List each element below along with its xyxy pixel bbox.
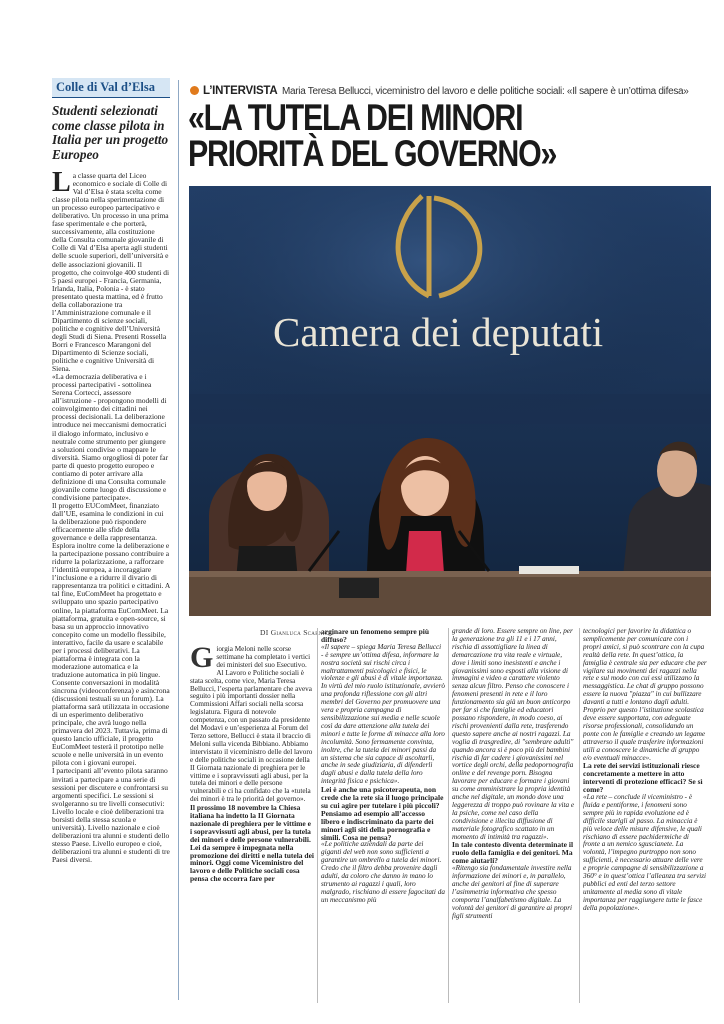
photo-table bbox=[189, 571, 711, 616]
article-answer: «Il sapere – spiega Maria Teresa Bellucci - è sempre un’ottima difesa, informare la nostra società sui rischi circa i maltrattamenti psicologici e fisici, le violenze e gli abusi è di vitale importanza. In virtù del mio ruolo istituzionale, avvierò una profonda riflessione con gli altri membri del Governo per promuovere una vera e propria campagna di sensibilizzazione sui media e nelle scuole così da dare attenzione alla tutela dei minori e tutte le forme di minacce alla loro incolumità. Sono fermamente convinta, inoltre, che la tutela dei minori passi da un sistema che sia capace di ascoltarli, anche in sede giudiziaria, di difenderli dagli abusi e dalla tutela della loro integrità fisica e psichica». bbox=[321, 642, 445, 786]
article-column-4 bbox=[583, 628, 707, 1003]
photo-wall-text: Camera dei deputati bbox=[273, 309, 604, 355]
article-column-3 bbox=[452, 628, 576, 1003]
byline-prefix: DI bbox=[260, 628, 269, 637]
sidebar-paragraph: La classe quarta del Liceo economico e sociale di Colle di Val d’Elsa è stata scelta come classe pilota nella sperimentazione di un processo europeo partecipativo e deliberativo. Un processo in una prima fase sperimentale e che porterà, successivamente, alla costituzione della Consulta comunale giovanile di Colle di Val d’Elsa aperta agli studenti delle scuole superiori, dell’università e delle associazioni giovanili. Il progetto, che coinvolge 400 studenti di 5 paesi europei - Francia, Germania, Irlanda, Italia, Polonia - è stato presentato questa mattina, ed è frutto della collaborazione tra l’Amministrazione comunale e il Dipartimento di scienze sociali, politiche e cognitive dell’Università degli Studi di Siena. Presenti Rossella Borri e Francesco Marangoni del Dipartimento di Scienze sociali, politiche e cognitive Università di Siena. bbox=[52, 167, 170, 374]
sidebar-paragraph: «La democrazia deliberativa e i processi partecipativi - sottolinea Serena Cortecci, assessore all’istruzione - propongono modelli di coinvolgimento dei cittadini nei processi decisionali. La deliberazione introduce nei meccanismi democratici il dialogo informato, inclusivo e neutrale come strumento per giungere a soluzioni condivise o mappare le diversità. Siamo orgogliosi di poter far parte di questo progetto europeo e contiamo di poter arrivare alla definizione di una Consulta comunale giovanile come luogo di discussione e condivisione partecipate». bbox=[52, 372, 169, 502]
article-question: Il prossimo 18 novembre la Chiesa italiana ha indetto la II Giornata nazionale di preghiera per le vittime e i sopravvissuti agli abusi, per la tutela dei minori e delle persone vulnerabili. Lei da sempre è impegnata nella promozione dei diritti e nella tutela dei minori. Oggi come Viceministro del lavoro e delle Politiche sociali cosa pensa che occorra fare per bbox=[190, 803, 314, 884]
sidebar-article-body bbox=[52, 167, 170, 864]
column-divider bbox=[579, 628, 580, 1003]
byline-author: Gianluca Scarnicci bbox=[270, 628, 334, 637]
headline-line: «LA TUTELA DEI MINORI bbox=[188, 97, 523, 138]
article-question: arginare un fenomeno sempre più diffuso? bbox=[321, 628, 430, 644]
article-question: Lei è anche una psicoterapeuta, non crede che la rete sia il luogo principale su cui agire per tutelare i più piccoli? Pensiamo ad esempio all’accesso libero e indiscriminato da parte dei minori agli siti della pornografia e simili. Cosa ne pensa? bbox=[321, 785, 444, 842]
article-paragraph: Giorgia Meloni nelle scorse settimane ha completato i vertici dei ministeri del suo Esecutivo. Al Lavoro e Politiche sociali è stata scelta, come vice, Maria Teresa Bellucci, l’esperta parlamentare che aveva seguito i più importanti dossier nella Commissioni Affari sociali nella scorsa legislatura. Figura di notevole competenza, con un passato da presidente del Modavi e un’esperienza al Forum del Terzo settore, Bellucci è stata il braccio di Meloni sulla vicenda Bibbiano. Abbiamo intervistato il viceministro delle del lavoro e delle politiche sociali in occasione della II Giornata nazionale di preghiera per le vittime e i sopravvissuti agli abusi, per la tutela dei minori e delle persone vulnerabili e ci ha confidato che la «tutela dei minori è tra le priorità del governo». bbox=[190, 641, 313, 804]
kicker-label: L’INTERVISTA bbox=[203, 85, 278, 97]
article-column-2 bbox=[321, 628, 445, 1003]
article-question: La rete dei servizi istituzionali riesce concretamente a mettere in atto interventi di protezione efficaci? Se sì come? bbox=[583, 761, 703, 795]
kicker bbox=[190, 81, 710, 97]
sidebar-paragraph: I partecipanti all’evento pilota saranno invitati a partecipare a una serie di sessioni per discutere e confrontarsi su argomenti specifici. Le sessioni si svolgeranno su tre livelli consecutivi: Livello locale e cioè deliberazioni tra borsisti della stessa scuola e università). Livello nazionale e cioè deliberazioni tra alunni e studenti dello stesso Paese. Livello europeo e cioè, deliberazioni tra alunni e studenti di tre Paesi diversi. bbox=[52, 766, 170, 864]
headline bbox=[188, 97, 614, 174]
article-photo bbox=[189, 186, 711, 616]
article-answer: grande di loro. Essere sempre on line, per la generazione tra gli 11 e i 17 anni, rischia di assottigliare la linea di demarcazione tra vita reale e virtuale, dove i limiti sono inesistenti e anche i giovanissimi sono esposti alla visione di immagini e video a carattere violento senza alcun filtro. Penso che conoscere i fenomeni presenti in rete e il loro funzionamento sia già un buon anticorpo per far sì che famiglie ed educatori possano rispondere, in modo coeso, ai rischi provenienti dalla rete, trasferendo questo sapere anche ai nostri ragazzi. La voglia di trasgredire, di "sembrare adulti" quando ancora si è poco più dei bambini rischia di far cadere i giovanissimi nel vortice degli orchi, della pedopornografia online e del revenge porn. Bisogna lavorare per educare e formare i giovani su come amministrare la propria identità anche nel digitale, un mondo dove una leggerezza di troppo può rovinare la vita e la psiche, come nel caso della condivisione e illecita diffusione di materiale fotografico scattato in un momento di intimità tra ragazzi». bbox=[452, 628, 575, 841]
article-answer: «Ritengo sia fondamentale investire nella informazione dei minori e, in parallelo, anche dei genitori al fine di superare l’asimmetria informativa che spesso comporta l’analfabetismo digitale. La volontà dei genitori di garantire ai propri figli strumenti bbox=[452, 864, 573, 920]
article-answer: «Le politiche aziendali da parte dei giganti del web non sono sufficienti a garantire un ombrello a tutela dei minori. Credo che il filtro debba provenire dagli adulti, da coloro che danno in mano lo strumento ai ragazzi i quali, loro malgrado, rischiano di essere fagocitati da un meccanismo più bbox=[321, 840, 445, 904]
sidebar-article bbox=[52, 78, 170, 1003]
section-label: Colle di Val d’Elsa bbox=[52, 78, 170, 98]
column-divider bbox=[317, 628, 318, 1003]
article-answer: tecnologici per favorire la didattica o semplicemente per comunicare con i propri amici, si può scontrare con la cupa realtà della rete. In quest’ottica, la famiglia è centrale sia per educare che per vigilare sui movimenti dei ragazzi nella rete e sul modo con cui essi utilizzano la messaggistica. Le chat di gruppo possono essere la nuova "piazza" in cui bullizzare davanti a tutti e lontano dagli adulti. Proprio per questo l’istituzione scolastica deve essere supportata, con adeguate risorse professionali, consolidando un ponte con le famiglie e creando un legame attraverso il quale trasferire informazioni utili a conoscere le dinamiche di gruppo e/o eventuali minacce». bbox=[583, 628, 707, 762]
column-divider bbox=[448, 628, 449, 1003]
bullet-dot-icon bbox=[190, 86, 199, 95]
column-divider bbox=[178, 80, 179, 1000]
headline-line: PRIORITÀ DEL GOVERNO» bbox=[188, 133, 557, 174]
article-column-1 bbox=[190, 628, 314, 1003]
article-question: In tale contesto diventa determinate il ruolo della famiglia e dei genitori. Ma come aiutarli? bbox=[452, 840, 574, 866]
sidebar-article-title: Studenti selezionati come classe pilota in Italia per un progetto Europeo bbox=[52, 103, 169, 162]
kicker-text: Maria Teresa Bellucci, viceministro del lavoro e delle politiche sociali: «Il sapere è un’ottima difesa» bbox=[281, 86, 689, 97]
sidebar-paragraph: Il progetto EUComMeet, finanziato dall’UE, esamina le condizioni in cui la deliberazione può rispondere efficacemente alle sfide della governance e della rappresentanza. Esplora inoltre come la deliberazione e la partecipazione possano contribuire a ridurre la polarizzazione, a rafforzare l’identità europea, a incoraggiare l’inclusione e a ridurre il divario di rappresentanza tra politici e cittadini. A tal fine, EuComMeet ha progettato e sviluppato uno spazio partecipativo online, la piattaforma EuComMeet. La piattaforma, gratuita e open-source, si basa su un approccio innovativo concepito come un modello flessibile, interattivo, facile da usare e scalabile per i processi deliberativi. La piattaforma è integrata con la moderazione automatica e la traduzione automatica in più lingue. Consente conversazioni in modalità sincrona (videoconferenza) e asincrona (discussioni testuali su un forum). La piattaforma sarà utilizzata in occasione di un esperimento deliberativo principale, che avrà luogo nella primavera del 2023. Tuttavia, prima di questo lancio ufficiale, il progetto EuComMeet testerà il prototipo nelle scuole e nelle università in un evento pilota con i giovani europei. bbox=[52, 500, 170, 768]
article-answer: «La rete – conclude il viceministro - è fluida e pentiforme, i fenomeni sono sempre più in rapida evoluzione ed è difficile starlgli al passo. La minaccia è più veloce delle misure difensive, le quali rischiano di essere pachidermiche di fronte a un nemico sguscianete. La volontà, l’impegno purtroppo non sono sufficienti, è necessario attuare delle vere e proprie campagne di sensibilizzazione a 360° e in quest’ottica l’alleanza tra servizi pubblici ed enti del terzo settore unitamente al media sono di vitale importanza per raggiungere tutte le fasce della popolazione». bbox=[583, 793, 707, 912]
